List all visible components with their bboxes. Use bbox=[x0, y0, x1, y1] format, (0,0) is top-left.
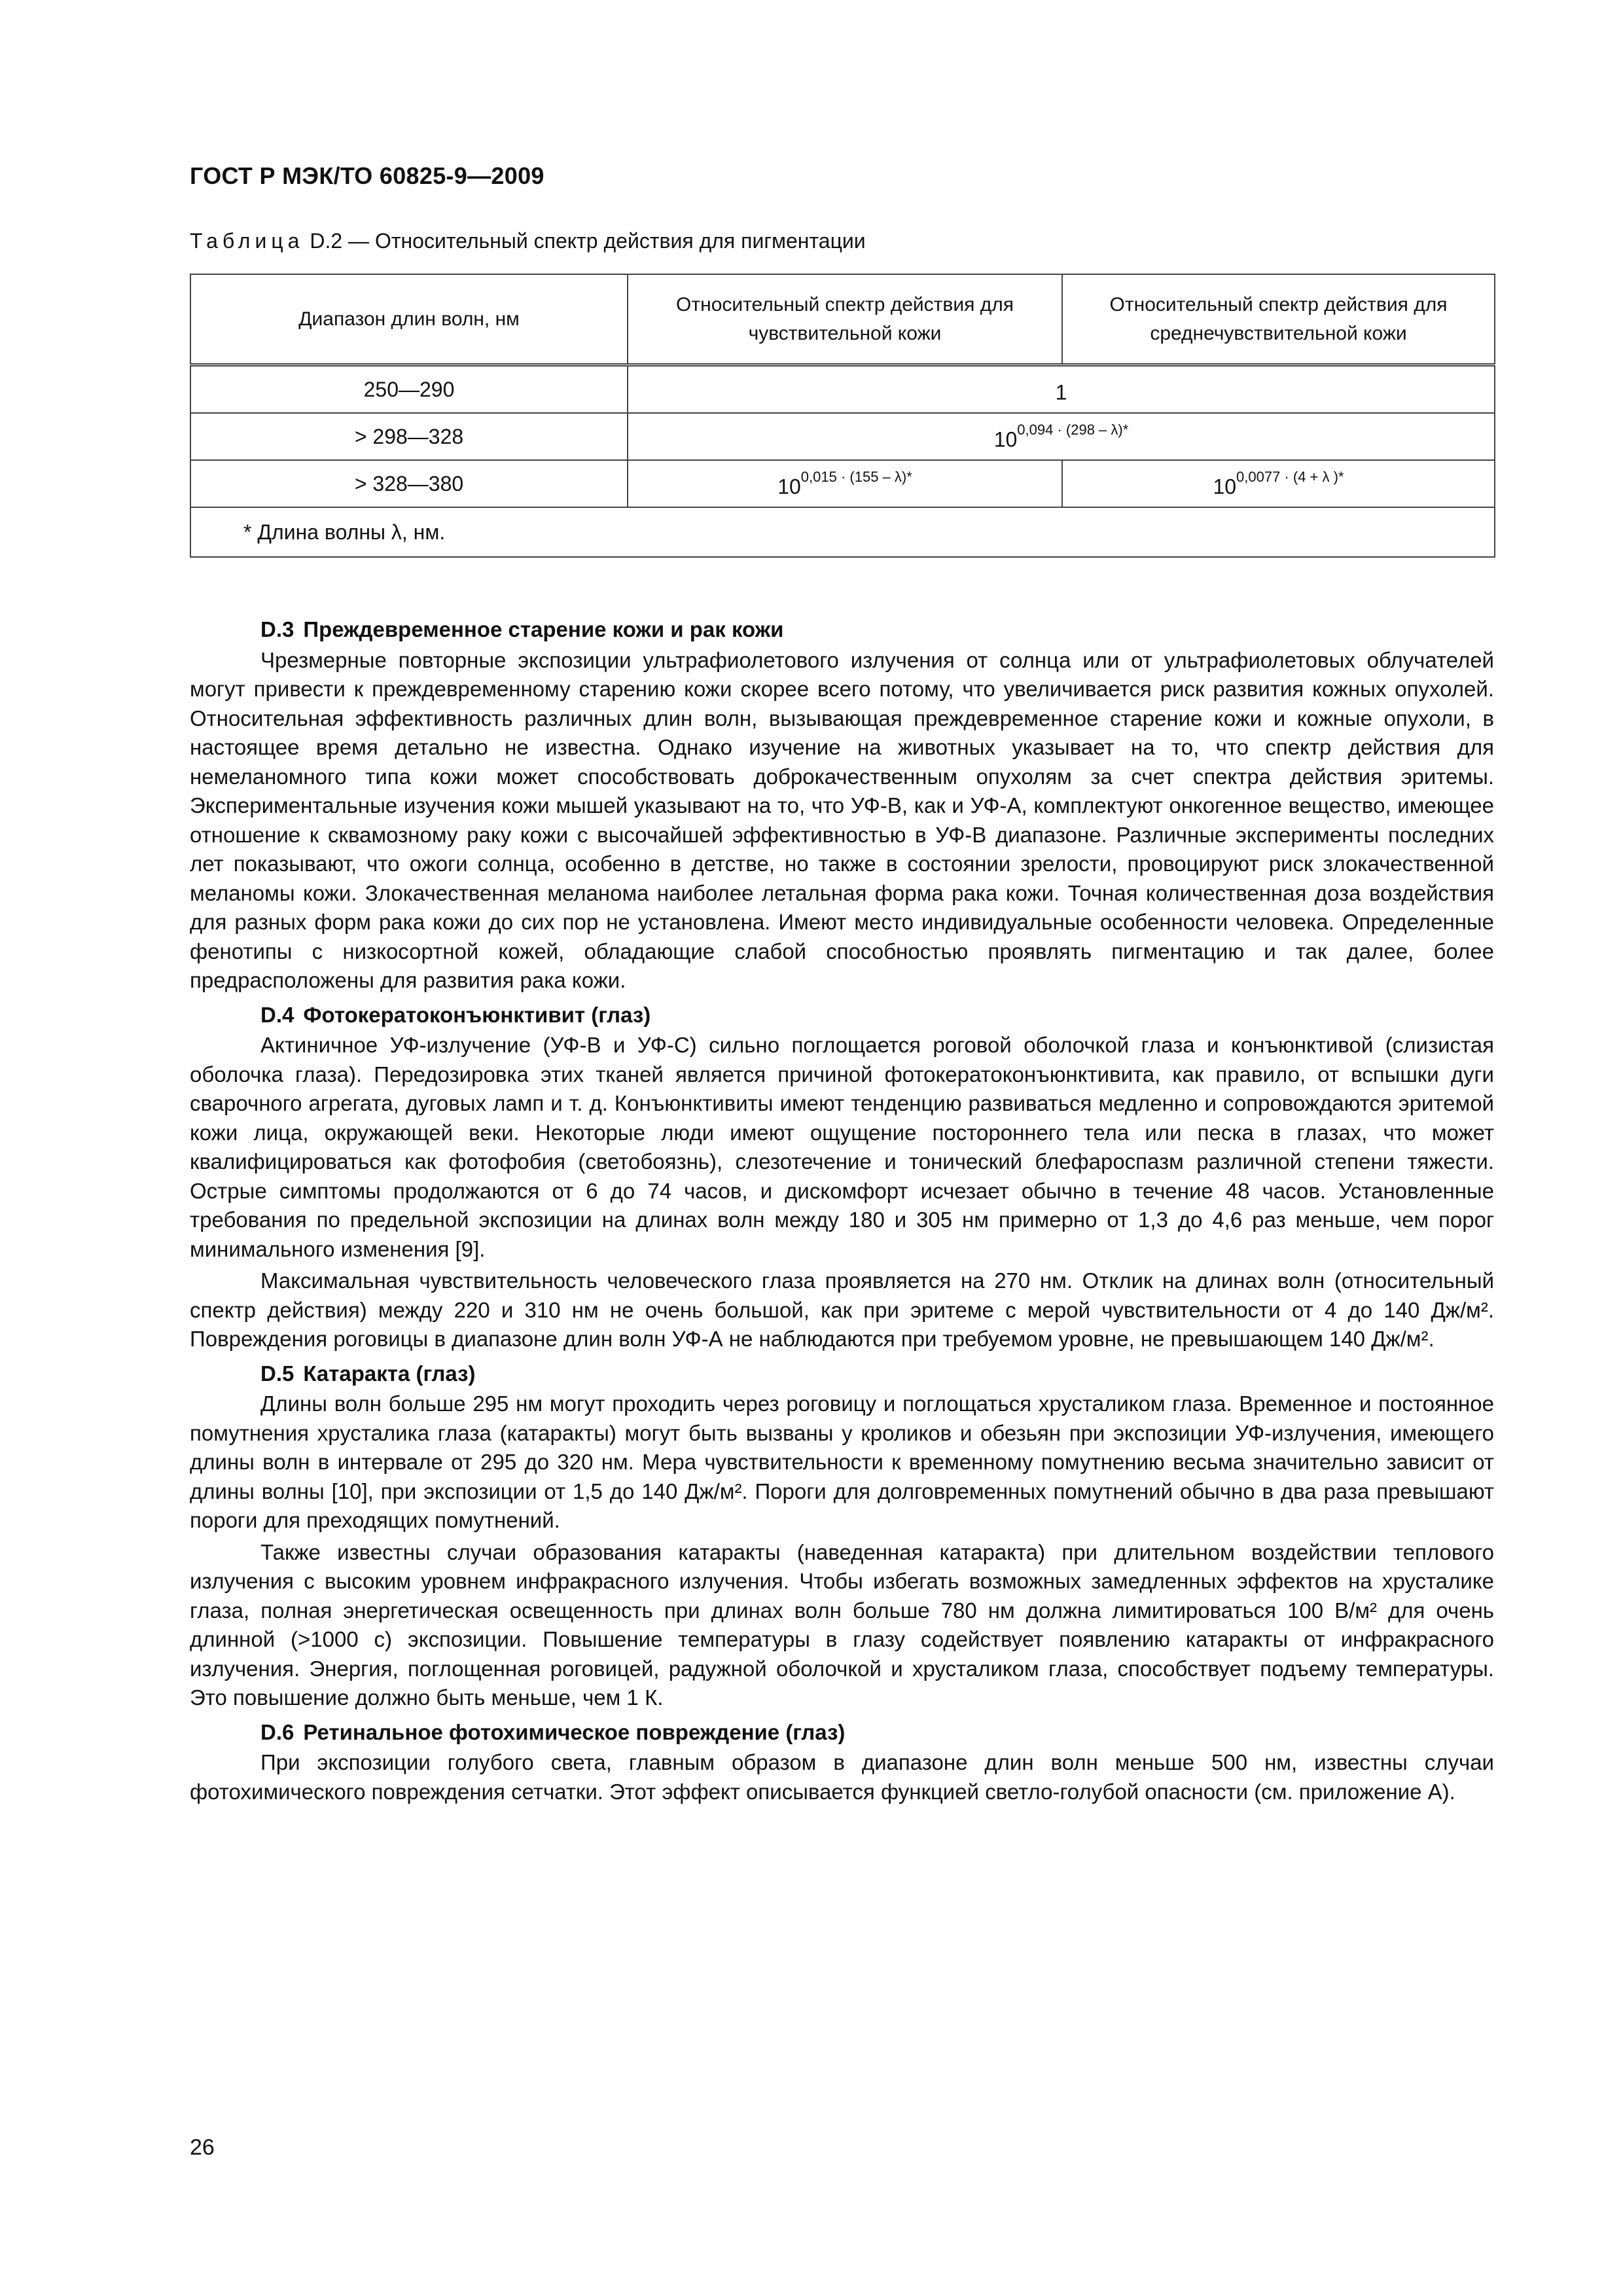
formula-exponent: 0,0077 · (4 + λ )* bbox=[1236, 468, 1344, 485]
table-footnote-row bbox=[190, 507, 1495, 557]
section-heading bbox=[190, 615, 1494, 645]
table-footnote: * Длина волны λ, нм. bbox=[190, 507, 1495, 557]
section-heading bbox=[190, 1359, 1494, 1389]
section-number: D.5 bbox=[260, 1361, 294, 1386]
section-d5 bbox=[190, 1359, 1494, 1713]
header-medium-sensitive-skin: Относительный спектр действия для среднечувствительной кожи bbox=[1062, 274, 1495, 365]
formula-exponent: 0,094 · (298 – λ)* bbox=[1017, 421, 1129, 438]
cell-spectrum-value bbox=[628, 365, 1495, 414]
table-header-row bbox=[190, 274, 1495, 365]
cell-medium-formula bbox=[1062, 460, 1495, 507]
header-wavelength-range: Диапазон длин волн, нм bbox=[190, 274, 628, 365]
document-body bbox=[190, 615, 1494, 1812]
formula-base: 10 bbox=[777, 475, 801, 499]
section-heading bbox=[190, 1001, 1494, 1030]
page-number: 26 bbox=[190, 2135, 215, 2160]
standard-code-header: ГОСТ Р МЭК/ТО 60825-9—2009 bbox=[190, 162, 544, 189]
cell-range: > 298—328 bbox=[190, 413, 628, 460]
formula-exponent: 0,015 · (155 – λ)* bbox=[800, 468, 912, 485]
formula-base: 1 bbox=[1055, 380, 1067, 404]
section-d4 bbox=[190, 1001, 1494, 1354]
header-sensitive-skin: Относительный спектр действия для чувствительной кожи bbox=[628, 274, 1062, 365]
cell-spectrum-formula bbox=[628, 413, 1495, 460]
section-number: D.3 bbox=[260, 617, 294, 641]
section-d3 bbox=[190, 615, 1494, 996]
section-title: Фотокератоконъюнктивит (глаз) bbox=[303, 1002, 651, 1027]
table-row bbox=[190, 365, 1495, 414]
pigmentation-action-spectrum-table bbox=[190, 274, 1495, 558]
table-caption-lead: Таблица bbox=[190, 229, 304, 253]
section-title: Преждевременное старение кожи и рак кожи bbox=[303, 617, 784, 641]
section-title: Катаракта (глаз) bbox=[303, 1361, 476, 1386]
table-caption bbox=[190, 229, 866, 253]
section-number: D.4 bbox=[260, 1002, 294, 1027]
cell-sensitive-formula bbox=[628, 460, 1062, 507]
formula-base: 10 bbox=[1213, 475, 1237, 499]
table-row bbox=[190, 460, 1495, 507]
cell-range: 250—290 bbox=[190, 365, 628, 414]
section-d6 bbox=[190, 1718, 1494, 1807]
cell-range: > 328—380 bbox=[190, 460, 628, 507]
paragraph: Максимальная чувствительность человеческого глаза проявляется на 270 нм. Отклик на длинах волн (относительный спектр действия) между 220 и 310 нм не очень большой, как при эритеме с мерой чувствительности от 4 до 140 Дж/м². Повреждения роговицы в диапазоне длин волн УФ-А не наблюдаются при требуемом уровне, не превышающем 140 Дж/м². bbox=[190, 1268, 1494, 1351]
paragraph: При экспозиции голубого света, главным образом в диапазоне длин волн меньше 500 нм, известны случаи фотохимического повреждения сетчатки. Этот эффект описывается функцией светло-голубой опасности (см. приложение А). bbox=[190, 1750, 1494, 1804]
paragraph: Чрезмерные повторные экспозиции ультрафиолетового излучения от солнца или от ультрафиолетовых облучателей могут привести к преждевременному старению кожи скорее всего потому, что увеличивается риск развития кожных опухолей. Относительная эффективность различных длин волн, вызывающая преждевременное старение кожи и кожные опухоли, в настоящее время детально не известна. Однако изучение на животных указывает на то, что спектр действия для немеланомного типа кожи может способствовать доброкачественным опухолям за счет спектра действия эритемы. Экспериментальные изучения кожи мышей указывают на то, что УФ-В, как и УФ-А, комплектуют онкогенное вещество, имеющее отношение к сквамозному раку кожи с высочайшей эффективностью в УФ-В диапазоне. Различные эксперименты последних лет показывают, что ожоги солнца, особенно в детстве, но также в состоянии зрелости, провоцируют риск злокачественной меланомы кожи. Злокачественная меланома наиболее летальная форма рака кожи. Точная количественная доза воздействия для разных форм рака кожи до сих пор не установлена. Имеют место индивидуальные особенности человека. Определенные фенотипы с низкосортной кожей, обладающие слабой способностью проявлять пигментацию и так далее, более предрасположены для развития рака кожи. bbox=[190, 647, 1494, 992]
paragraph: Также известны случаи образования катаракты (наведенная катаракта) при длительном воздействии теплового излучения с высоким уровнем инфракрасного излучения. Чтобы избегать возможных замедленных эффектов на хрусталике глаза, полная энергетическая освещенность при длинах волн больше 780 нм должна лимитироваться 100 В/м² для очень длинной (>1000 с) экспозиции. Повышение температуры в глазу содействует появлению катаракты от инфракрасного излучения. Энергия, поглощенная роговицей, радужной оболочкой и хрусталиком глаза, способствует подъему температуры. Это повышение должно быть меньше, чем 1 К. bbox=[190, 1539, 1494, 1710]
section-title: Ретинальное фотохимическое повреждение (глаз) bbox=[303, 1719, 846, 1744]
table-row bbox=[190, 413, 1495, 460]
section-heading bbox=[190, 1718, 1494, 1748]
paragraph: Актиничное УФ-излучение (УФ-В и УФ-С) сильно поглощается роговой оболочкой глаза и конъюнктивой (слизистая оболочка глаза). Передозировка этих тканей является причиной фотокератоконъюнктивита, как правило, от вспышки дуги сварочного агрегата, дуговых ламп и т. д. Конъюнктивиты имеют тенденцию развиваться медленно и сопровождаются эритемой кожи лица, окружающей веки. Некоторые люди имеют ощущение постороннего тела или песка в глазах, что может квалифицироваться как фотофобия (светобоязнь), слезотечение и тонический блефароспазм различной степени тяжести. Острые симптомы продолжаются от 6 до 74 часов, и дискомфорт исчезает обычно в течение 48 часов. Установленные требования по предельной экспозиции на длинах волн между 180 и 305 нм примерно от 1,3 до 4,6 раз меньше, чем порог минимального изменения [9]. bbox=[190, 1033, 1494, 1261]
table-caption-title: D.2 — Относительный спектр действия для пигментации bbox=[304, 229, 866, 253]
section-number: D.6 bbox=[260, 1719, 294, 1744]
paragraph: Длины волн больше 295 нм могут проходить через роговицу и поглощаться хрусталиком глаза. Временное и постоянное помутнения хрусталика глаза (катаракты) могут быть вызваны у кроликов и обезьян при экспозиции УФ-излучения, имеющего длины волн в интервале от 295 до 320 нм. Мера чувствительности к временному помутнению весьма значительно зависит от длины волны [10], при экспозиции от 1,5 до 140 Дж/м². Пороги для долговременных помутнений обычно в два раза превышают пороги для преходящих помутнений. bbox=[190, 1391, 1494, 1532]
formula-base: 10 bbox=[993, 427, 1018, 452]
